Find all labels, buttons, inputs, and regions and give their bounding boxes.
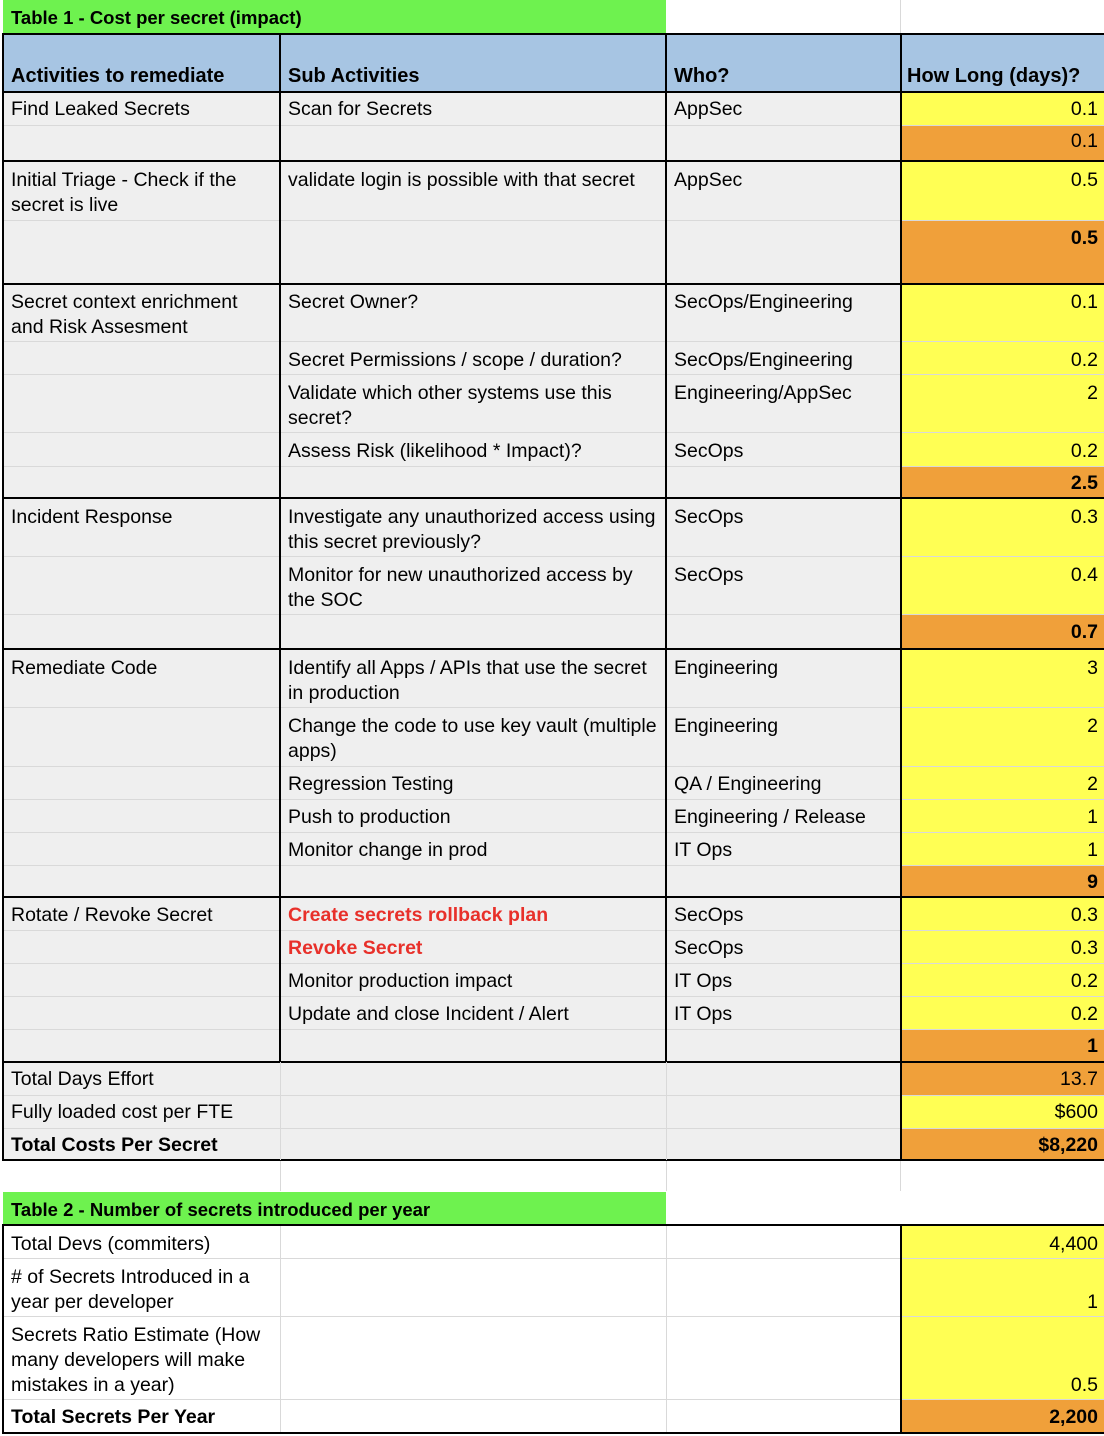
total-days-label[interactable]: Total Days Effort <box>11 1068 154 1090</box>
days-value: 0.2 <box>1070 440 1098 462</box>
sub-activity-cell[interactable]: Validate which other systems use this secret? <box>288 382 612 429</box>
sub-activity-cell[interactable]: Scan for Secrets <box>288 98 433 120</box>
who-cell[interactable]: IT Ops <box>674 1003 733 1025</box>
sub-activity-cell[interactable]: Investigate any unauthorized access using this secret previously? <box>288 506 656 553</box>
days-value: 0.3 <box>1070 506 1098 528</box>
activity-cell[interactable]: Initial Triage - Check if the secret is live <box>11 169 237 216</box>
days-value: 2 <box>1087 773 1098 795</box>
sub-activity-cell-highlighted[interactable]: Create secrets rollback plan <box>288 904 549 926</box>
sub-activity-cell[interactable]: Push to production <box>288 806 451 828</box>
days-value: 0.2 <box>1070 970 1098 992</box>
secrets-ratio-label[interactable]: Secrets Ratio Estimate (How many developers will make mistakes in a year) <box>11 1324 261 1396</box>
who-cell[interactable]: Engineering / Release <box>674 806 866 828</box>
days-value: 0.1 <box>1070 98 1098 120</box>
header-who[interactable]: Who? <box>666 33 901 92</box>
who-cell[interactable]: Engineering <box>674 657 779 679</box>
subtotal-value: 9 <box>1087 871 1098 893</box>
total-secrets-label[interactable]: Total Secrets Per Year <box>11 1406 216 1428</box>
who-cell[interactable]: IT Ops <box>674 970 733 992</box>
activity-cell[interactable]: Incident Response <box>11 506 173 528</box>
who-cell[interactable]: IT Ops <box>674 839 733 861</box>
total-cost-value: $8,220 <box>1038 1134 1098 1156</box>
sub-activity-cell[interactable]: validate login is possible with that secret <box>288 169 635 191</box>
who-cell[interactable]: SecOps/Engineering <box>674 349 853 371</box>
secrets-ratio-value: 0.5 <box>1070 1374 1098 1396</box>
who-cell[interactable]: Engineering <box>674 715 779 737</box>
header-sub-activities[interactable]: Sub Activities <box>280 33 666 92</box>
days-value: 1 <box>1087 806 1098 828</box>
sub-activity-cell[interactable]: Change the code to use key vault (multiple apps) <box>288 715 657 762</box>
activity-cell[interactable]: Remediate Code <box>11 657 158 679</box>
days-value: 1 <box>1087 839 1098 861</box>
sub-activity-cell[interactable]: Secret Permissions / scope / duration? <box>288 349 622 371</box>
subtotal-value: 0.7 <box>1070 621 1098 643</box>
secrets-per-dev-value: 1 <box>1087 1291 1098 1313</box>
days-value: 0.4 <box>1070 564 1098 586</box>
sub-activity-cell[interactable]: Monitor change in prod <box>288 839 488 861</box>
who-cell[interactable]: SecOps/Engineering <box>674 291 853 313</box>
sub-activity-cell[interactable]: Monitor for new unauthorized access by the SOC <box>288 564 633 611</box>
total-secrets-value: 2,200 <box>1049 1406 1098 1428</box>
activity-cell[interactable]: Secret context enrichment and Risk Assesment <box>11 291 238 338</box>
subtotal-value: 1 <box>1087 1035 1098 1057</box>
who-cell[interactable]: QA / Engineering <box>674 773 822 795</box>
sub-activity-cell[interactable]: Update and close Incident / Alert <box>288 1003 569 1025</box>
days-value: 3 <box>1087 657 1098 679</box>
sub-activity-cell[interactable]: Identify all Apps / APIs that use the secret in production <box>288 657 647 704</box>
sub-activity-cell-highlighted[interactable]: Revoke Secret <box>288 937 423 959</box>
subtotal-value: 2.5 <box>1070 472 1098 494</box>
secrets-per-dev-label[interactable]: # of Secrets Introduced in a year per developer <box>11 1266 250 1313</box>
total-devs-label[interactable]: Total Devs (commiters) <box>11 1233 211 1255</box>
who-cell[interactable]: AppSec <box>674 98 743 120</box>
who-cell[interactable]: SecOps <box>674 937 744 959</box>
days-value: 0.1 <box>1070 291 1098 313</box>
who-cell[interactable]: SecOps <box>674 440 744 462</box>
activity-cell[interactable]: Find Leaked Secrets <box>11 98 190 120</box>
fte-cost-label[interactable]: Fully loaded cost per FTE <box>11 1101 234 1123</box>
header-how-long[interactable]: How Long (days)? <box>901 33 1104 92</box>
table2-title[interactable]: Table 2 - Number of secrets introduced per year <box>3 1192 666 1225</box>
days-value: 0.5 <box>1070 169 1098 191</box>
days-value: 2 <box>1087 382 1098 404</box>
days-value: 2 <box>1087 715 1098 737</box>
sub-activity-cell[interactable]: Regression Testing <box>288 773 454 795</box>
who-cell[interactable]: Engineering/AppSec <box>674 382 852 404</box>
table1-title[interactable]: Table 1 - Cost per secret (impact) <box>3 0 666 33</box>
days-value: 0.3 <box>1070 937 1098 959</box>
days-value: 0.2 <box>1070 1003 1098 1025</box>
total-devs-value: 4,400 <box>1049 1233 1098 1255</box>
subtotal-value: 0.5 <box>1070 227 1098 249</box>
total-cost-label[interactable]: Total Costs Per Secret <box>11 1134 218 1156</box>
subtotal-value: 0.1 <box>1070 130 1098 152</box>
fte-cost-value: $600 <box>1054 1101 1098 1123</box>
who-cell[interactable]: SecOps <box>674 904 744 926</box>
who-cell[interactable]: SecOps <box>674 564 744 586</box>
days-value: 0.3 <box>1070 904 1098 926</box>
sub-activity-cell[interactable]: Secret Owner? <box>288 291 419 313</box>
header-activities[interactable]: Activities to remediate <box>3 33 280 92</box>
who-cell[interactable]: SecOps <box>674 506 744 528</box>
days-value: 0.2 <box>1070 349 1098 371</box>
total-days-value: 13.7 <box>1060 1068 1098 1090</box>
activity-cell[interactable]: Rotate / Revoke Secret <box>11 904 213 926</box>
sub-activity-cell[interactable]: Assess Risk (likelihood * Impact)? <box>288 440 582 462</box>
sub-activity-cell[interactable]: Monitor production impact <box>288 970 513 992</box>
who-cell[interactable]: AppSec <box>674 169 743 191</box>
